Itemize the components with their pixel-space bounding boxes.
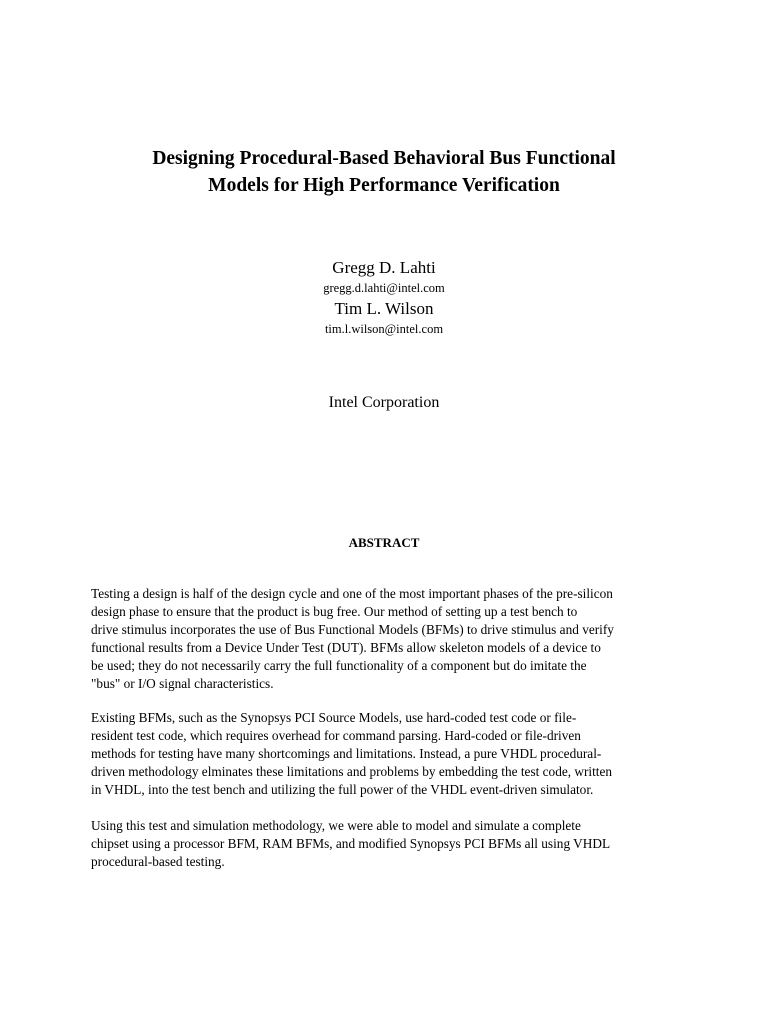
author-email-1: gregg.d.lahti@intel.com (323, 281, 445, 295)
abstract-paragraph-3 (91, 817, 691, 871)
abstract-line: driven methodology elminates these limitations and problems by embedding the test code, written (91, 764, 613, 779)
abstract-line: Testing a design is half of the design cycle and one of the most important phases of the pre-silicon (91, 586, 613, 601)
abstract-heading: ABSTRACT (348, 535, 420, 550)
title-line-1: Designing Procedural-Based Behavioral Bus Functional (152, 148, 616, 169)
abstract-paragraph-2 (91, 709, 691, 799)
author-email-2: tim.l.wilson@intel.com (324, 322, 444, 336)
abstract-paragraph-1 (91, 585, 691, 693)
abstract-line: functional results from a Device Under Test (DUT). BFMs allow skeleton models of a device to (91, 640, 601, 655)
abstract-line: drive stimulus incorporates the use of Bus Functional Models (BFMs) to drive stimulus and verify (91, 622, 614, 637)
abstract-line: resident test code, which requires overhead for command parsing. Hard-coded or file-driven (91, 728, 581, 743)
paper-title (60, 145, 708, 199)
abstract-line: design phase to ensure that the product is bug free. Our method of setting up a test bench to (91, 604, 578, 619)
abstract-line: chipset using a processor BFM, RAM BFMs, and modified Synopsys PCI BFMs all using VHDL (91, 836, 611, 851)
abstract-line: in VHDL, into the test bench and utilizing the full power of the VHDL event-driven simulator. (91, 782, 594, 797)
abstract-line: be used; they do not necessarily carry the full functionality of a component but do imitate the (91, 658, 587, 673)
abstract-line: "bus" or I/O signal characteristics. (91, 676, 274, 691)
title-line-2: Models for High Performance Verification (208, 175, 560, 196)
abstract-line: Using this test and simulation methodology, we were able to model and simulate a complete (91, 818, 581, 833)
author-name-1: Gregg D. Lahti (332, 258, 436, 277)
author-name-2: Tim L. Wilson (334, 299, 434, 318)
abstract-line: methods for testing have many shortcomings and limitations. Instead, a pure VHDL procedural- (91, 746, 602, 761)
affiliation: Intel Corporation (328, 394, 440, 411)
abstract-line: procedural-based testing. (91, 854, 225, 869)
abstract-line: Existing BFMs, such as the Synopsys PCI Source Models, use hard-coded test code or file- (91, 710, 577, 725)
